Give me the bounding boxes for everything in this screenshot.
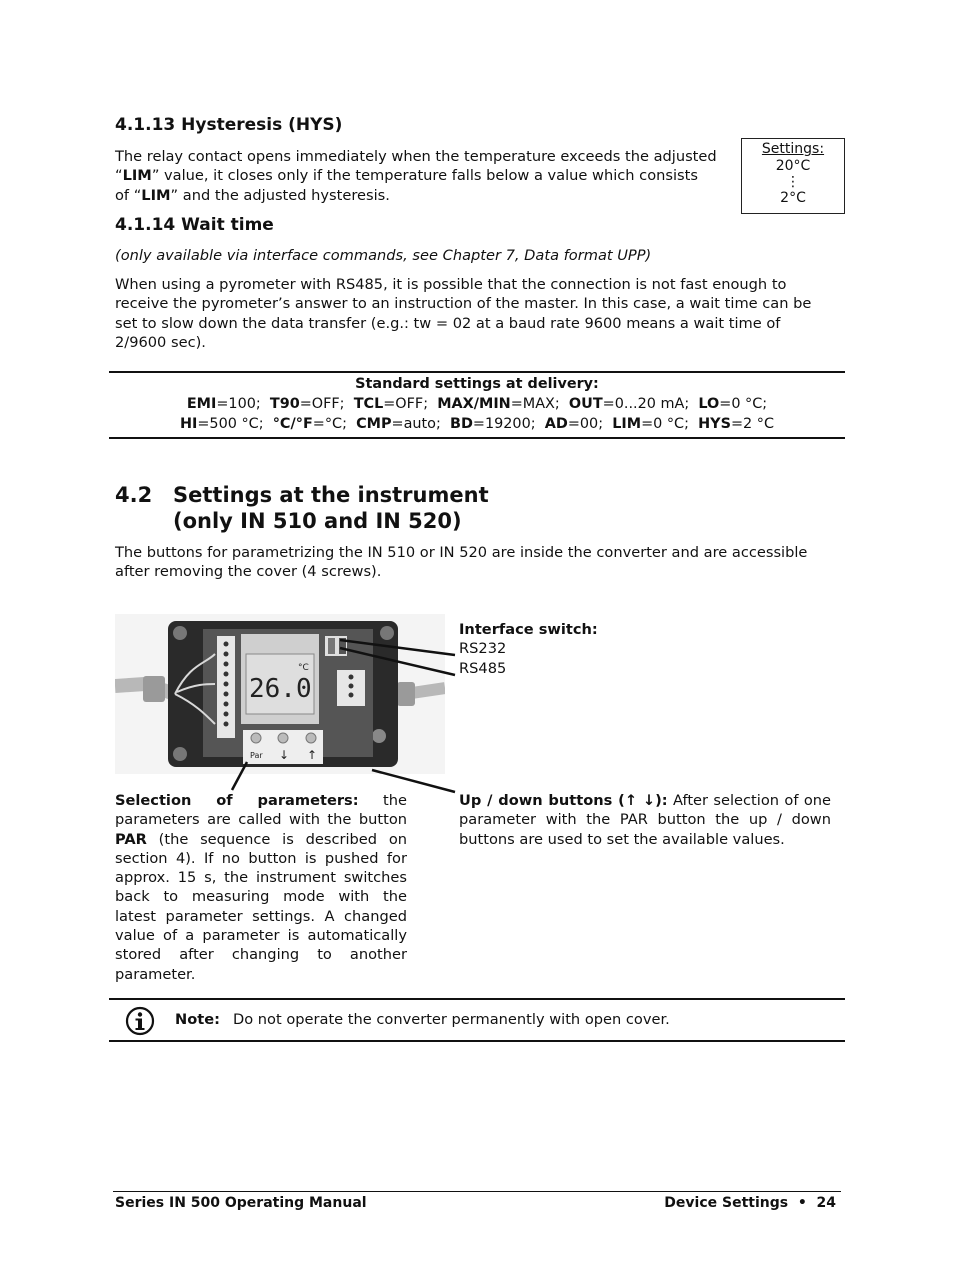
note-text: Note: Do not operate the converter permanently with open cover. bbox=[175, 1011, 670, 1028]
settings-dots: ⋮ bbox=[786, 174, 800, 190]
hysteresis-settings-box bbox=[741, 138, 845, 214]
selection-title: Selection of parameters: bbox=[115, 792, 359, 809]
selection-of-parameters-text: Selection of parameters: the parameters are called with the button PAR (the sequence is described on section 4). If no button is pushed for approx. 15 s, the instrument switches back to measuring mode with the latest parameter settings. A changed value of a parameter is automatically stored after changing to another parameter. bbox=[115, 792, 407, 983]
setting-row2-5: LIM=0 °C; bbox=[612, 416, 689, 432]
hys-line-1: The relay contact opens immediately when the temperature exceeds the adjusted bbox=[115, 148, 717, 165]
settings-min: 2°C bbox=[780, 190, 806, 206]
section-title-line-2: (only IN 510 and IN 520) bbox=[173, 509, 462, 533]
setting-row1-2: TCL=OFF; bbox=[353, 396, 429, 412]
section-heading-4-2 bbox=[115, 482, 489, 534]
footer-title: Series IN 500 Operating Manual bbox=[115, 1195, 367, 1211]
footer-page: Device Settings • 24 bbox=[664, 1195, 836, 1211]
interface-option-rs232: RS232 bbox=[459, 640, 507, 658]
display-reading: 26.0 bbox=[249, 674, 312, 704]
setting-row1-5: LO=0 °C; bbox=[698, 396, 768, 412]
button-par-label: Par bbox=[250, 751, 263, 760]
setting-row1-0: EMI=100; bbox=[186, 396, 261, 412]
setting-row1-4: OUT=0...20 mA; bbox=[568, 396, 690, 412]
wait-line-4: 2/9600 sec). bbox=[115, 333, 206, 351]
section-4-2-paragraph bbox=[115, 543, 835, 582]
standard-settings-title: Standard settings at delivery: bbox=[355, 376, 599, 392]
setting-row2-1: °C/°F=°C; bbox=[272, 416, 347, 432]
sec42-line-2: after removing the cover (4 screws). bbox=[115, 563, 382, 581]
standard-settings-box bbox=[109, 371, 845, 439]
hys-line-3: of “LIM” and the adjusted hysteresis. bbox=[115, 186, 390, 204]
settings-max: 20°C bbox=[775, 158, 811, 174]
setting-row2-2: CMP=auto; bbox=[356, 416, 441, 432]
wait-time-paragraph bbox=[115, 275, 835, 352]
standard-settings-row-2 bbox=[109, 414, 845, 434]
interface-switch-title: Interface switch: bbox=[459, 621, 598, 638]
setting-row2-3: BD=19200; bbox=[449, 416, 536, 432]
setting-row1-1: T90=OFF; bbox=[269, 396, 345, 412]
footer-rule bbox=[113, 1191, 841, 1192]
info-icon bbox=[125, 1006, 155, 1036]
interface-switch-caption bbox=[459, 620, 598, 678]
updown-title: Up / down buttons (↑ ↓): bbox=[459, 792, 668, 809]
section-title-line-1: Settings at the instrument bbox=[173, 483, 489, 507]
sec42-line-1: The buttons for parametrizing the IN 510 or IN 520 are inside the converter and are accessible bbox=[115, 544, 808, 561]
wait-line-1: When using a pyrometer with RS485, it is possible that the connection is not fast enough to bbox=[115, 276, 787, 293]
interface-option-rs485: RS485 bbox=[459, 659, 507, 677]
hys-line-2: “LIM” value, it closes only if the temperature falls below a value which consists bbox=[115, 167, 698, 185]
wait-line-3: set to slow down the data transfer (e.g.: tw = 02 at a baud rate 9600 means a wait time of bbox=[115, 314, 781, 332]
section-number: 4.2 bbox=[115, 483, 153, 507]
note-label: Note: bbox=[175, 1011, 220, 1028]
setting-row1-3: MAX/MIN=MAX; bbox=[437, 396, 560, 412]
setting-row2-0: HI=500 °C; bbox=[179, 416, 264, 432]
note-box bbox=[109, 998, 845, 1042]
section-heading-hysteresis: 4.1.13 Hysteresis (HYS) bbox=[115, 115, 343, 135]
wait-time-note: (only available via interface commands, see Chapter 7, Data format UPP) bbox=[115, 247, 652, 264]
button-up-label: ↑ bbox=[307, 748, 318, 762]
hysteresis-paragraph bbox=[115, 147, 735, 205]
button-down-label: ↓ bbox=[279, 748, 290, 762]
wait-line-2: receive the pyrometer’s answer to an instruction of the master. In this case, a wait time can be bbox=[115, 295, 812, 313]
up-down-buttons-text: Up / down buttons (↑ ↓): After selection of one parameter with the PAR button the up / down buttons are used to set the available values. bbox=[459, 792, 831, 848]
standard-settings-row-1 bbox=[109, 394, 845, 414]
section-heading-wait-time: 4.1.14 Wait time bbox=[115, 215, 274, 235]
settings-label: Settings: bbox=[761, 141, 825, 157]
setting-row2-6: HYS=2 °C bbox=[698, 416, 775, 432]
display-unit: °C bbox=[298, 663, 309, 673]
converter-photo bbox=[115, 614, 445, 774]
setting-row2-4: AD=00; bbox=[544, 416, 604, 432]
